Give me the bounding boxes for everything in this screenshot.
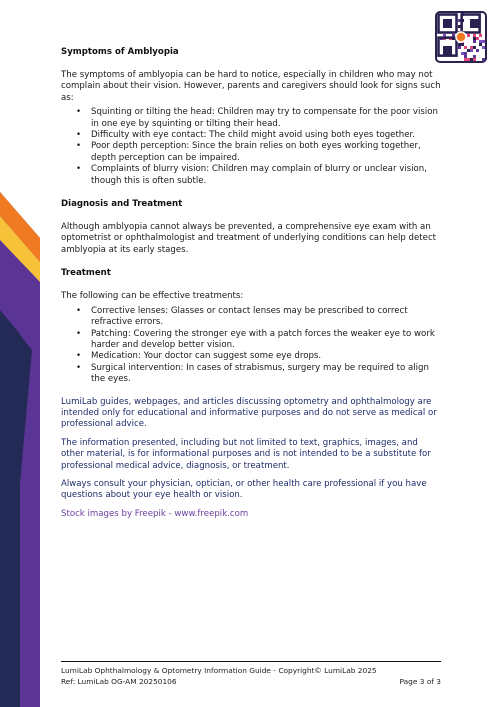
footer-ref: Ref: LumiLab OG-AM 20250106	[61, 677, 177, 686]
decorative-edge-stripes	[0, 0, 40, 707]
qr-code-icon[interactable]	[435, 11, 487, 63]
heading-symptoms: Symptoms of Amblyopia	[61, 47, 179, 57]
footer-ref-row	[61, 676, 441, 687]
disclaimer-paragraph: The information presented, including but not limited to text, graphics, images, and other material, is for informational purposes and is not intended to be a substitute for professional medical advice, diagnosis, or treatment.	[61, 437, 431, 471]
page-footer	[61, 661, 441, 687]
document-body	[61, 46, 441, 520]
list-item: • Poor depth perception: Since the brain relies on both eyes working together, depth perception can be impaired.	[76, 141, 421, 163]
list-item: • Patching: Covering the stronger eye with a patch forces the weaker eye to work harder and develop better vision.	[76, 328, 435, 350]
disclaimer-paragraph: LumiLab guides, webpages, and articles discussing optometry and ophthalmology are intended only for educational and informative purposes and do not serve as medical or professional advice.	[61, 396, 437, 430]
list-item: • Complaints of blurry vision: Children may complain of blurry or unclear vision, though this is often subtle.	[76, 164, 427, 186]
treatment-intro: The following can be effective treatments:	[61, 291, 244, 302]
list-item: • Squinting or tilting the head: Children may try to compensate for the poor vision in one eye by squinting or tilting their head.	[76, 107, 438, 129]
page-number: Page 3 of 3	[399, 677, 441, 686]
footer-copyright: LumiLab Ophthalmology & Optometry Information Guide - Copyright© LumiLab 2025	[61, 666, 377, 675]
list-item: • Medication: Your doctor can suggest some eye drops.	[76, 351, 322, 362]
heading-diagnosis: Diagnosis and Treatment	[61, 199, 183, 210]
diagnosis-body: Although amblyopia cannot always be prevented, a comprehensive eye exam with an optometrist or ophthalmologist and treatment of underlying conditions can help detect amblyopia at its early stages.	[61, 222, 437, 255]
list-item: • Difficulty with eye contact: The child might avoid using both eyes together.	[76, 130, 416, 141]
disclaimer-paragraph: Always consult your physician, optician, or other health care professional if you have questions about your eye health or vision.	[61, 478, 427, 501]
symptoms-intro: The symptoms of amblyopia can be hard to notice, especially in children who may not complain about their vision. However, parents and caregivers should look for signs such as:	[61, 70, 441, 103]
image-credit-link[interactable]: Stock images by Freepik - www.freepik.com	[61, 508, 249, 519]
symptoms-list	[61, 107, 441, 187]
list-item: • Corrective lenses: Glasses or contact lenses may be prescribed to correct refractive errors.	[76, 305, 408, 328]
treatment-list	[61, 306, 441, 386]
list-item: • Surgical intervention: In cases of strabismus, surgery may be required to align the eyes.	[76, 362, 429, 385]
heading-treatment: Treatment	[61, 268, 111, 279]
